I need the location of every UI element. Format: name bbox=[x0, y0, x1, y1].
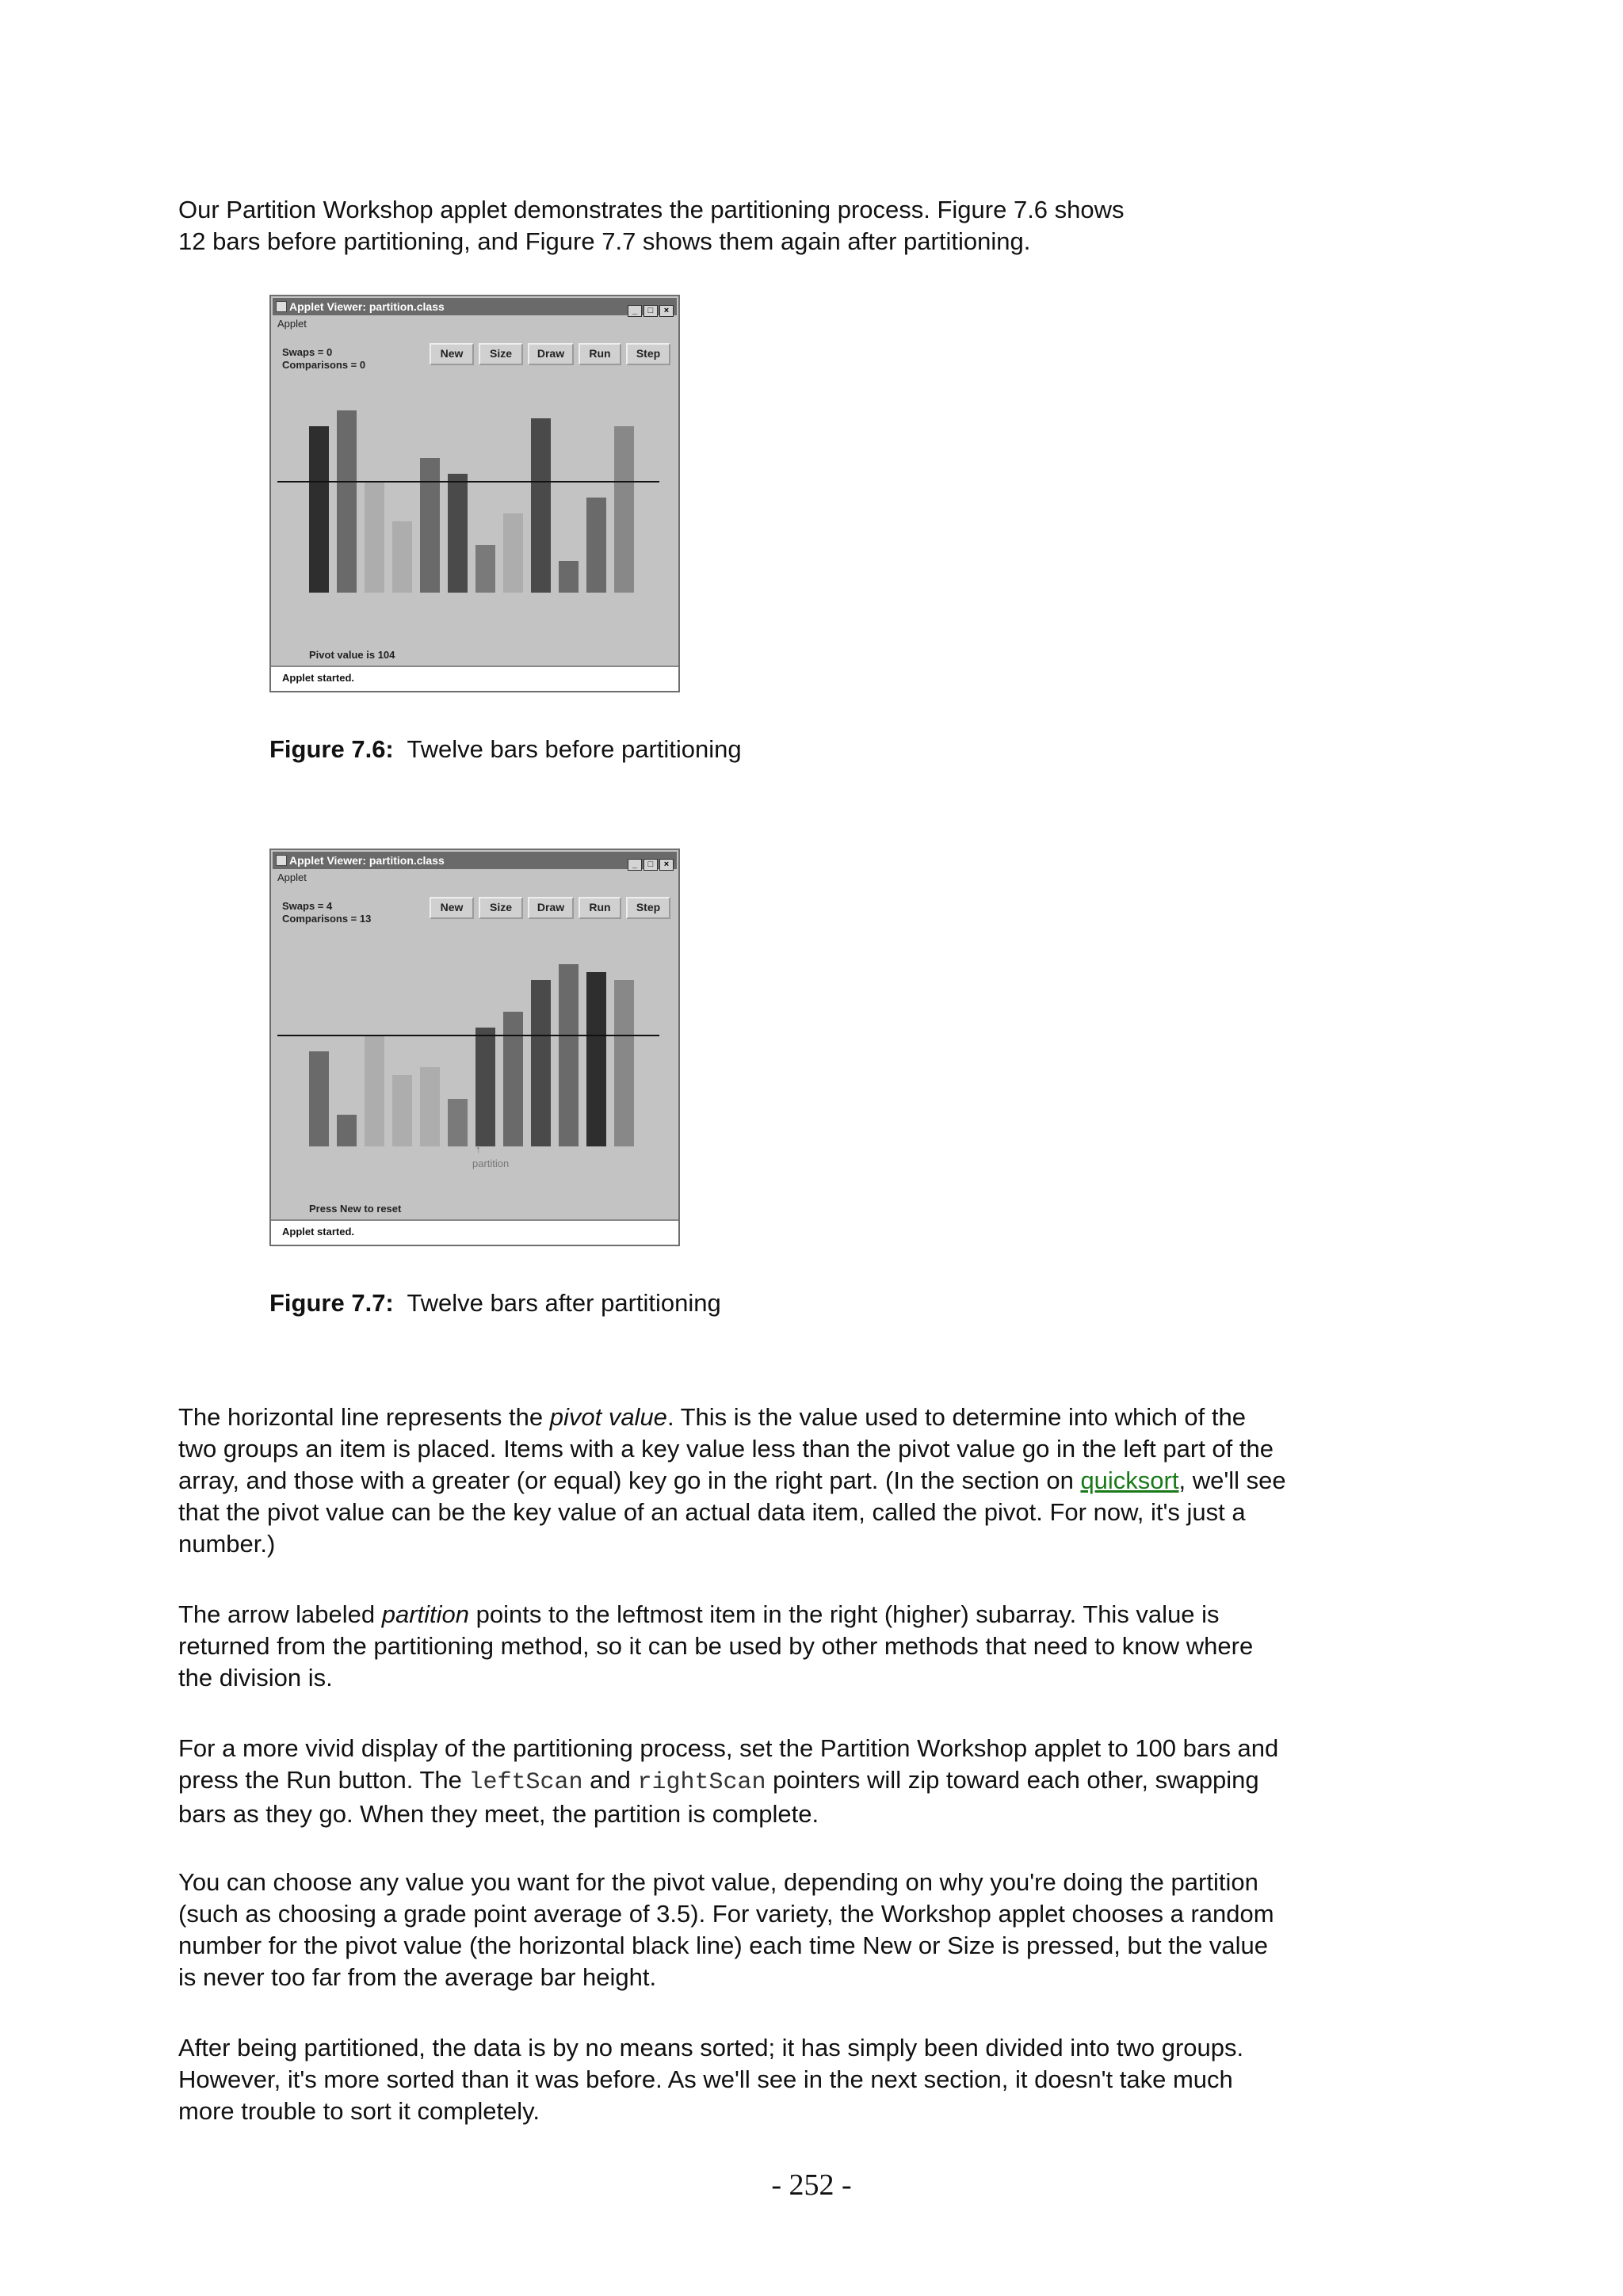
maximize-icon[interactable]: □ bbox=[643, 859, 658, 871]
bar bbox=[503, 1012, 523, 1146]
step-button[interactable]: Step bbox=[626, 897, 670, 919]
size-button[interactable]: Size bbox=[479, 343, 523, 365]
text-run: and bbox=[582, 1766, 638, 1794]
bar-chart bbox=[271, 850, 678, 1245]
minimize-icon[interactable]: _ bbox=[628, 859, 642, 871]
bar-chart bbox=[271, 296, 678, 691]
caption-label: Figure 7.6: bbox=[269, 735, 394, 763]
bar bbox=[475, 545, 495, 593]
status-bar: Applet started. bbox=[271, 666, 678, 691]
bar bbox=[420, 1067, 440, 1146]
caption-text: Twelve bars before partitioning bbox=[407, 735, 742, 763]
applet-menu[interactable]: Applet bbox=[277, 318, 307, 330]
text-run: . This is the value used to determine into which of the two groups an item is placed. Items with a key value less than the pivot value go in the left part of the array, and those with a greater (or equal) key go in the right part. (In the section on bbox=[178, 1403, 1274, 1494]
bar bbox=[586, 498, 606, 593]
code-leftscan: leftScan bbox=[468, 1769, 583, 1796]
bar bbox=[309, 1051, 329, 1146]
pivot-value-text: Pivot value is 104 bbox=[309, 649, 395, 661]
text-run: For a more vivid display of the partitioning process, set the Partition Workshop applet to 100 bars and press the Run button. The bbox=[178, 1734, 1279, 1794]
bar bbox=[448, 474, 468, 593]
window-title: Applet Viewer: partition.class bbox=[289, 300, 445, 313]
bar bbox=[614, 980, 634, 1146]
paragraph-choose-pivot: You can choose any value you want for the pivot value, depending on why you're doing the partition (such as choosing a grade point average of 3.5). For variety, the Workshop applet chooses a random number for the pivot value (the horizontal black line) each time New or Size is pressed, but the value is never too far from the average bar height. bbox=[178, 1868, 1274, 1991]
bar bbox=[531, 980, 551, 1146]
new-button[interactable]: New bbox=[430, 897, 474, 919]
text-run: , we'll see that the pivot value can be the key value of an actual data item, called the pivot. For now, it's just a number.) bbox=[178, 1466, 1286, 1558]
bar bbox=[365, 482, 384, 593]
comparisons-counter: Comparisons = 13 bbox=[282, 913, 372, 925]
step-button[interactable]: Step bbox=[626, 343, 670, 365]
run-button[interactable]: Run bbox=[579, 897, 621, 919]
partition-label: partition bbox=[472, 1158, 510, 1169]
intro-line-1: Our Partition Workshop applet demonstrates the partitioning process. Figure 7.6 shows bbox=[178, 196, 1125, 223]
text-run: The horizontal line represents the bbox=[178, 1403, 550, 1431]
draw-button[interactable]: Draw bbox=[528, 897, 574, 919]
bar bbox=[531, 418, 551, 593]
maximize-icon[interactable]: □ bbox=[643, 305, 658, 317]
bar bbox=[392, 521, 412, 593]
applet-menu[interactable]: Applet bbox=[277, 871, 307, 883]
comparisons-counter: Comparisons = 0 bbox=[282, 359, 366, 371]
bar bbox=[503, 513, 523, 593]
bar bbox=[586, 972, 606, 1146]
term-partition: partition bbox=[381, 1600, 470, 1628]
code-rightscan: rightScan bbox=[637, 1769, 766, 1796]
page-number: - 252 - bbox=[771, 2168, 852, 2202]
applet-window-fig-7-7 bbox=[269, 849, 680, 1246]
figure-caption bbox=[269, 1287, 721, 1319]
close-icon[interactable]: × bbox=[659, 305, 674, 317]
partition-arrow-icon: ↑ bbox=[475, 1143, 481, 1155]
draw-button[interactable]: Draw bbox=[528, 343, 574, 365]
text-run: pointers will zip toward each other, swapping bars as they go. When they meet, the partition is complete. bbox=[178, 1766, 1259, 1828]
bar bbox=[559, 964, 579, 1146]
bar bbox=[559, 561, 579, 593]
paragraph-after-partition: After being partitioned, the data is by no means sorted; it has simply been divided into two groups. However, it's more sorted than it was before. As we'll see in the next section, it doesn't take much more trouble to sort it completely. bbox=[178, 2034, 1244, 2125]
window-title: Applet Viewer: partition.class bbox=[289, 854, 445, 867]
reset-hint-text: Press New to reset bbox=[309, 1203, 402, 1215]
size-button[interactable]: Size bbox=[479, 897, 523, 919]
text-run: The arrow labeled bbox=[178, 1600, 382, 1628]
status-bar: Applet started. bbox=[271, 1219, 678, 1245]
bar bbox=[420, 458, 440, 593]
intro-line-2: 12 bars before partitioning, and Figure 7.7 shows them again after partitioning. bbox=[178, 227, 1031, 255]
paragraph-pivot-value bbox=[178, 1402, 1288, 1560]
figure-caption bbox=[269, 734, 742, 765]
bar bbox=[337, 410, 357, 593]
new-button[interactable]: New bbox=[430, 343, 474, 365]
bar bbox=[614, 426, 634, 593]
close-icon[interactable]: × bbox=[659, 859, 674, 871]
swaps-counter: Swaps = 4 bbox=[282, 900, 333, 912]
bar bbox=[448, 1099, 468, 1146]
bar bbox=[392, 1075, 412, 1146]
swaps-counter: Swaps = 0 bbox=[282, 346, 333, 358]
applet-window-fig-7-6 bbox=[269, 295, 680, 692]
bar bbox=[337, 1115, 357, 1146]
paragraph-partition-arrow bbox=[178, 1599, 1288, 1694]
bar bbox=[365, 1035, 384, 1146]
run-button[interactable]: Run bbox=[579, 343, 621, 365]
term-pivot-value: pivot value bbox=[549, 1403, 667, 1431]
minimize-icon[interactable]: _ bbox=[628, 305, 642, 317]
quicksort-link[interactable]: quicksort bbox=[1080, 1466, 1179, 1494]
text-run: points to the leftmost item in the right (higher) subarray. This value is returned from the partitioning method, so it can be used by other methods that need to know where the division is. bbox=[178, 1600, 1254, 1691]
paragraph-vivid-display bbox=[178, 1733, 1288, 1830]
bar bbox=[309, 426, 329, 593]
bar bbox=[475, 1028, 495, 1146]
caption-text: Twelve bars after partitioning bbox=[407, 1289, 721, 1317]
caption-label: Figure 7.7: bbox=[269, 1289, 394, 1317]
